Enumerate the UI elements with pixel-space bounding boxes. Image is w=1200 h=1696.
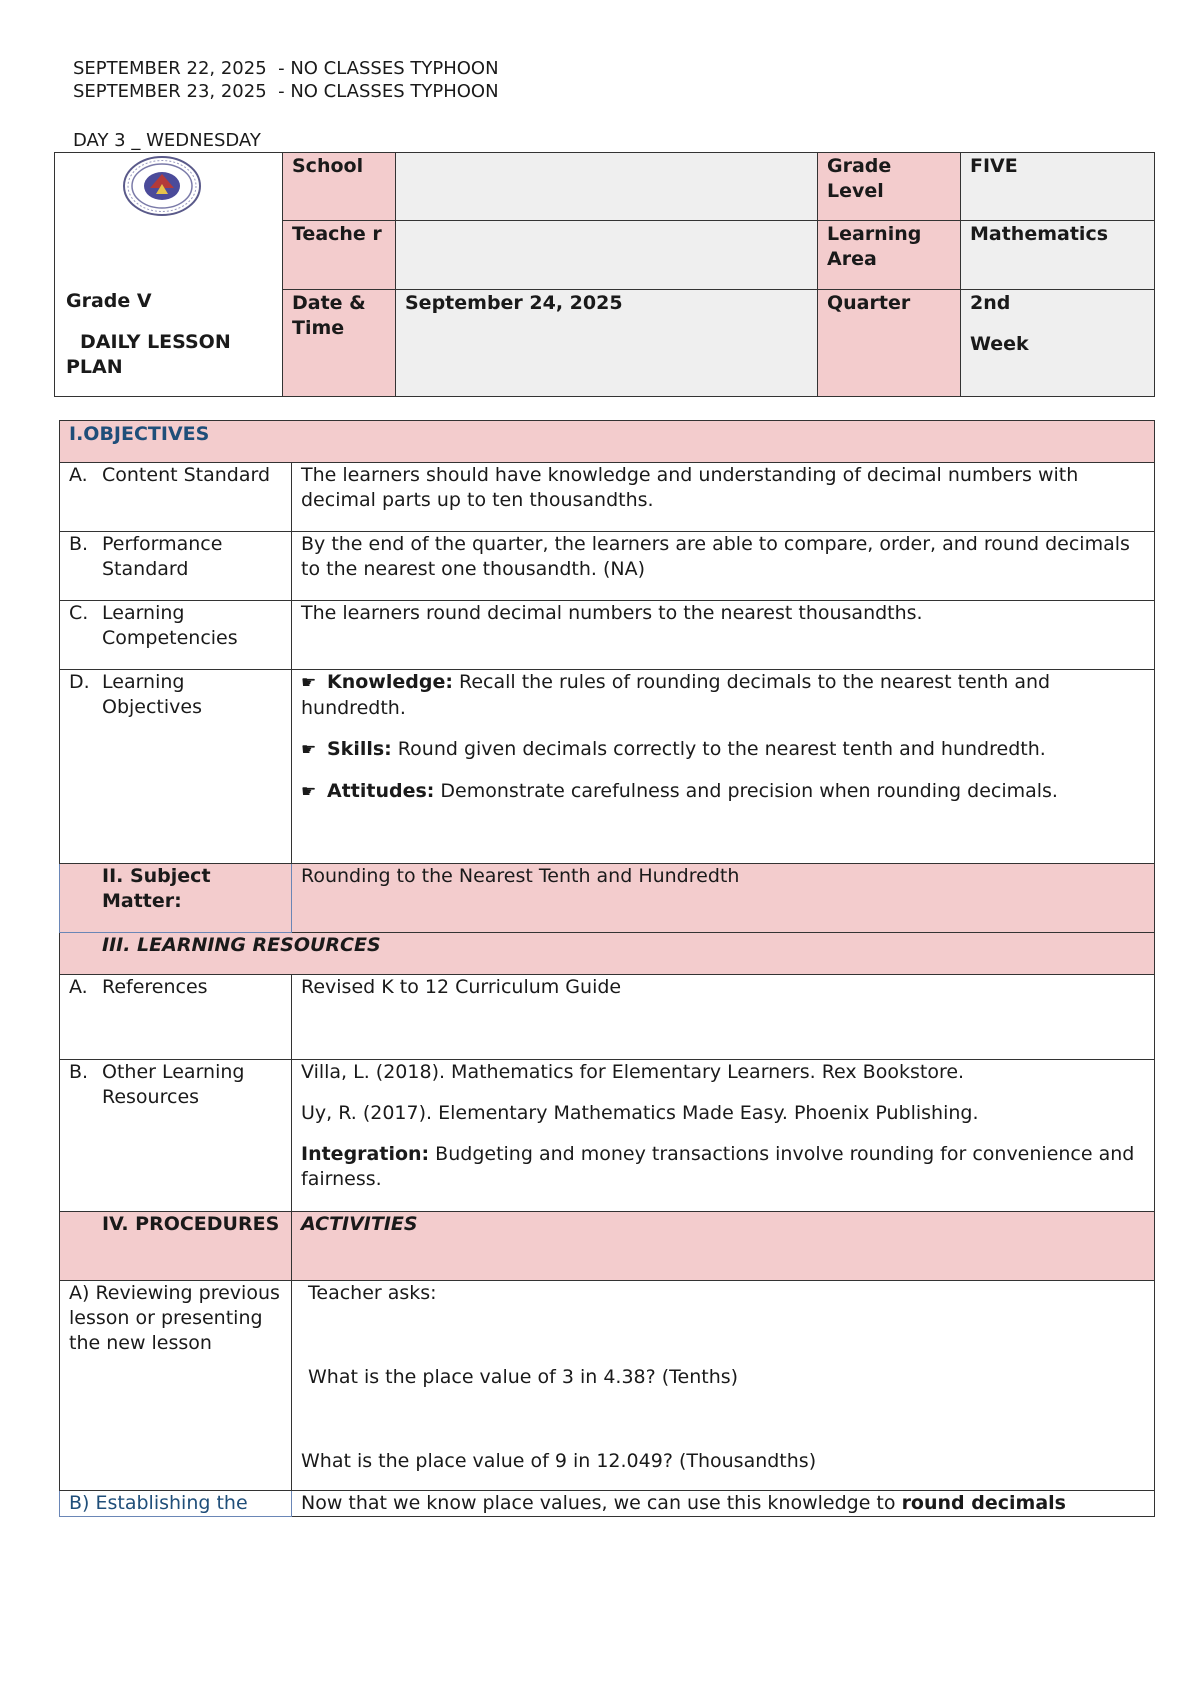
procedures-heading-row <box>60 1212 1155 1281</box>
resource-integration <box>301 1142 1145 1192</box>
row-label: Content Standard <box>102 464 271 486</box>
subject-matter-text: Rounding to the Nearest Tenth and Hundredth <box>292 864 1155 933</box>
row-label: References <box>102 976 208 998</box>
integration-key: Integration: <box>301 1143 430 1165</box>
objective-knowledge <box>301 670 1145 721</box>
objective-key: Attitudes: <box>327 780 435 802</box>
performance-standard-row <box>60 532 1155 601</box>
row-letter: B. <box>69 1061 89 1083</box>
subject-matter-row <box>60 864 1155 933</box>
notice-line-2: SEPTEMBER 23, 2025 - NO CLASSES TYPHOON <box>73 81 499 102</box>
objectives-heading <box>60 421 1155 463</box>
objectives-heading-text: I.OBJECTIVES <box>69 423 210 445</box>
row-text: Revised K to 12 Curriculum Guide <box>292 975 1155 1060</box>
competencies-row <box>60 601 1155 670</box>
objective-text: Round given decimals correctly to the nearest tenth and hundredth. <box>391 738 1046 760</box>
establishing-text: Now that we know place values, we can use this knowledge to <box>301 1492 902 1514</box>
notice-line-1: SEPTEMBER 22, 2025 - NO CLASSES TYPHOON <box>73 58 499 79</box>
school-value <box>396 153 818 221</box>
row-label: Learning Objectives <box>102 671 202 718</box>
row-letter: C. <box>69 602 89 624</box>
row-letter: A. <box>69 976 88 998</box>
resources-heading: III. LEARNING RESOURCES <box>60 933 1155 975</box>
grade-level-label: Grade Level <box>818 153 961 221</box>
establishing-label: B) Establishing the <box>60 1491 292 1517</box>
learning-area-value: Mathematics <box>961 221 1155 290</box>
day-label: DAY 3 _ WEDNESDAY <box>73 130 261 151</box>
objective-attitudes <box>301 779 1145 805</box>
row-letter: A. <box>69 464 88 486</box>
row-text: By the end of the quarter, the learners are able to compare, order, and round decimals to the nearest one thousandth. (NA) <box>292 532 1155 601</box>
quarter-cell <box>961 290 1155 397</box>
objective-key: Knowledge: <box>327 671 453 693</box>
question-1: What is the place value of 3 in 4.38? (Tenths) <box>308 1366 739 1388</box>
row-letter: D. <box>69 671 90 693</box>
dlp-title: DAILY LESSON PLAN <box>66 331 231 378</box>
learning-objectives-row <box>60 670 1155 864</box>
activities-label: ACTIVITIES <box>292 1212 1155 1281</box>
row-text: The learners round decimal numbers to the nearest thousandths. <box>292 601 1155 670</box>
references-row <box>60 975 1155 1060</box>
integration-text: Budgeting and money transactions involve rounding for convenience and fairness. <box>301 1143 1135 1190</box>
resource-line-1: Villa, L. (2018). Mathematics for Elementary Learners. Rex Bookstore. <box>301 1061 965 1083</box>
title-cell <box>55 153 283 397</box>
establishing-row <box>60 1491 1155 1517</box>
reviewing-label: A) Reviewing previous lesson or presenting the new lesson <box>60 1281 292 1491</box>
resource-line-2: Uy, R. (2017). Elementary Mathematics Made Easy. Phoenix Publishing. <box>301 1102 979 1124</box>
objective-key: Skills: <box>327 738 392 760</box>
row-label: Learning Competencies <box>102 602 238 649</box>
establishing-bold-text: round decimals <box>901 1492 1066 1514</box>
row-text: The learners should have knowledge and understanding of decimal numbers with decimal parts up to ten thousandths. <box>292 463 1155 532</box>
week-value: Week <box>970 333 1029 355</box>
pointing-hand-icon: ☛ <box>301 740 317 760</box>
row-letter: B. <box>69 533 89 555</box>
quarter-value: 2nd <box>970 292 1011 314</box>
reviewing-row <box>60 1281 1155 1491</box>
question-2: What is the place value of 9 in 12.049? (Thousandths) <box>301 1450 817 1472</box>
learning-area-label: Learning Area <box>818 221 961 290</box>
teacher-value <box>396 221 818 290</box>
procedures-label: IV. PROCEDURES <box>60 1212 292 1281</box>
header-table <box>54 152 1155 397</box>
establishing-cell <box>292 1491 1155 1517</box>
other-resources-row <box>60 1060 1155 1212</box>
row-label: Other Learning Resources <box>102 1061 245 1108</box>
objective-text: Demonstrate carefulness and precision when rounding decimals. <box>434 780 1058 802</box>
school-label: School <box>283 153 396 221</box>
lesson-plan-table <box>59 420 1155 1517</box>
grade-title: Grade V <box>66 290 152 312</box>
objective-text: Recall the rules of rounding decimals to the nearest tenth and hundredth. <box>301 671 1051 719</box>
quarter-label: Quarter <box>818 290 961 397</box>
objective-skills <box>301 737 1145 763</box>
pointing-hand-icon: ☛ <box>301 782 317 802</box>
pointing-hand-icon: ☛ <box>301 673 317 693</box>
content-standard-row <box>60 463 1155 532</box>
teacher-label: Teache r <box>283 221 396 290</box>
teacher-asks: Teacher asks: <box>308 1282 437 1304</box>
subject-matter-label: II. Subject Matter: <box>60 864 292 933</box>
date-label: Date & Time <box>283 290 396 397</box>
date-value: September 24, 2025 <box>396 290 818 397</box>
resources-heading-row <box>60 933 1155 975</box>
row-label: Performance Standard <box>102 533 223 580</box>
grade-level-value: FIVE <box>961 153 1155 221</box>
